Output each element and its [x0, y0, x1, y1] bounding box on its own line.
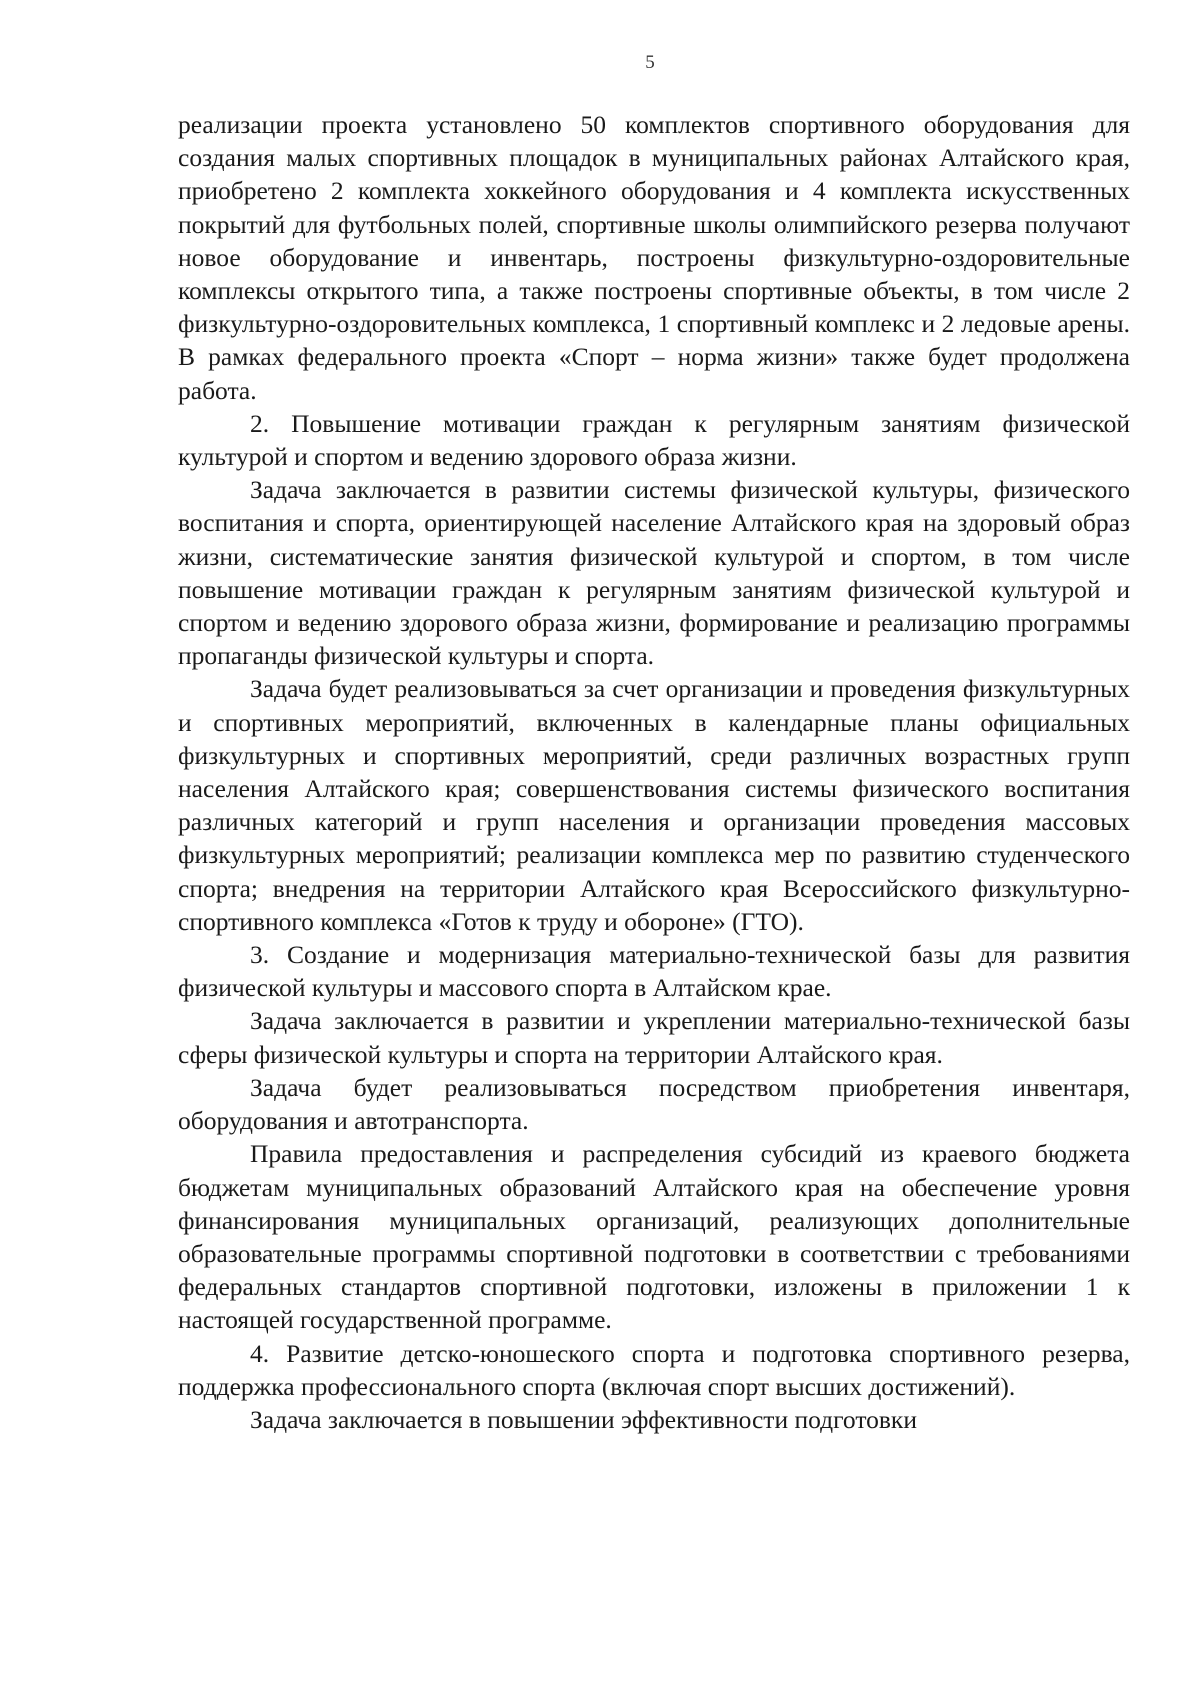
paragraph-task-2-implementation: Задача будет реализовываться за счет организации и проведения физкультурных и спортивных мероприятий, включенных в календарные планы официальных физкультурных и спортивных мероприятий, среди различных возрастных групп населения Алтайского края; совершенствования системы физического воспитания различных категорий и групп населения и организации проведения массовых физкультурных мероприятий; реализации комплекса мер по развитию студенческого спорта; внедрения на территории Алтайского края Всероссийского физкультурно-спортивного комплекса «Готов к труду и обороне» (ГТО). — [178, 674, 1130, 936]
paragraph-task-3-description: Задача заключается в развитии и укреплении материально-технической базы сферы физической культуры и спорта на территории Алтайского края. — [178, 1006, 1130, 1069]
paragraph-task-4-heading: 4. Развитие детско-юношеского спорта и подготовка спортивного резерва, поддержка профессионального спорта (включая спорт высших достижений). — [178, 1338, 1130, 1401]
paragraph-task-4-description: Задача заключается в повышении эффективности подготовки — [250, 1404, 917, 1434]
paragraph-task-3-heading: 3. Создание и модернизация материально-технической базы для развития физической культуры и массового спорта в Алтайском крае. — [178, 940, 1130, 1003]
page-number: 5 — [645, 52, 655, 73]
paragraph-task-2-description: Задача заключается в развитии системы физической культуры, физического воспитания и спорта, ориентирующей население Алтайского края на здоровый образ жизни, систематические занятия физической культурой и спортом, в том числе повышение мотивации граждан к регулярным занятиям физической культурой и спортом и ведению здорового образа жизни, формирование и реализацию программы пропаганды физической культуры и спорта. — [178, 475, 1130, 671]
document-body — [178, 108, 1130, 1436]
paragraph-subsidy-rules: Правила предоставления и распределения субсидий из краевого бюджета бюджетам муниципальных образований Алтайского края на обеспечение уровня финансирования муниципальных организаций, реализующих дополнительные образовательные программы спортивной подготовки в соответствии с требованиями федеральных стандартов спортивной подготовки, изложены в приложении 1 к настоящей государственной программе. — [178, 1139, 1130, 1335]
paragraph-task-3-implementation: Задача будет реализовываться посредством приобретения инвентаря, оборудования и автотранспорта. — [178, 1072, 1130, 1136]
paragraph-project-results: реализации проекта установлено 50 комплектов спортивного оборудования для создания малых спортивных площадок в муниципальных районах Алтайского края, приобретено 2 комплекта хоккейного оборудования и 4 комплекта искусственных покрытий для футбольных полей, спортивные школы олимпийского резерва получают новое оборудование и инвентарь, построены физкультурно-оздоровительные комплексы открытого типа, а также построены спортивные объекты, в том числе 2 физкультурно-оздоровительных комплекса, 1 спортивный комплекс и 2 ледовые арены. В рамках федерального проекта «Спорт – норма жизни» также будет продолжена работа. — [178, 110, 1130, 405]
paragraph-task-2-heading: 2. Повышение мотивации граждан к регулярным занятиям физической культурой и спортом и ведению здорового образа жизни. — [178, 408, 1130, 472]
